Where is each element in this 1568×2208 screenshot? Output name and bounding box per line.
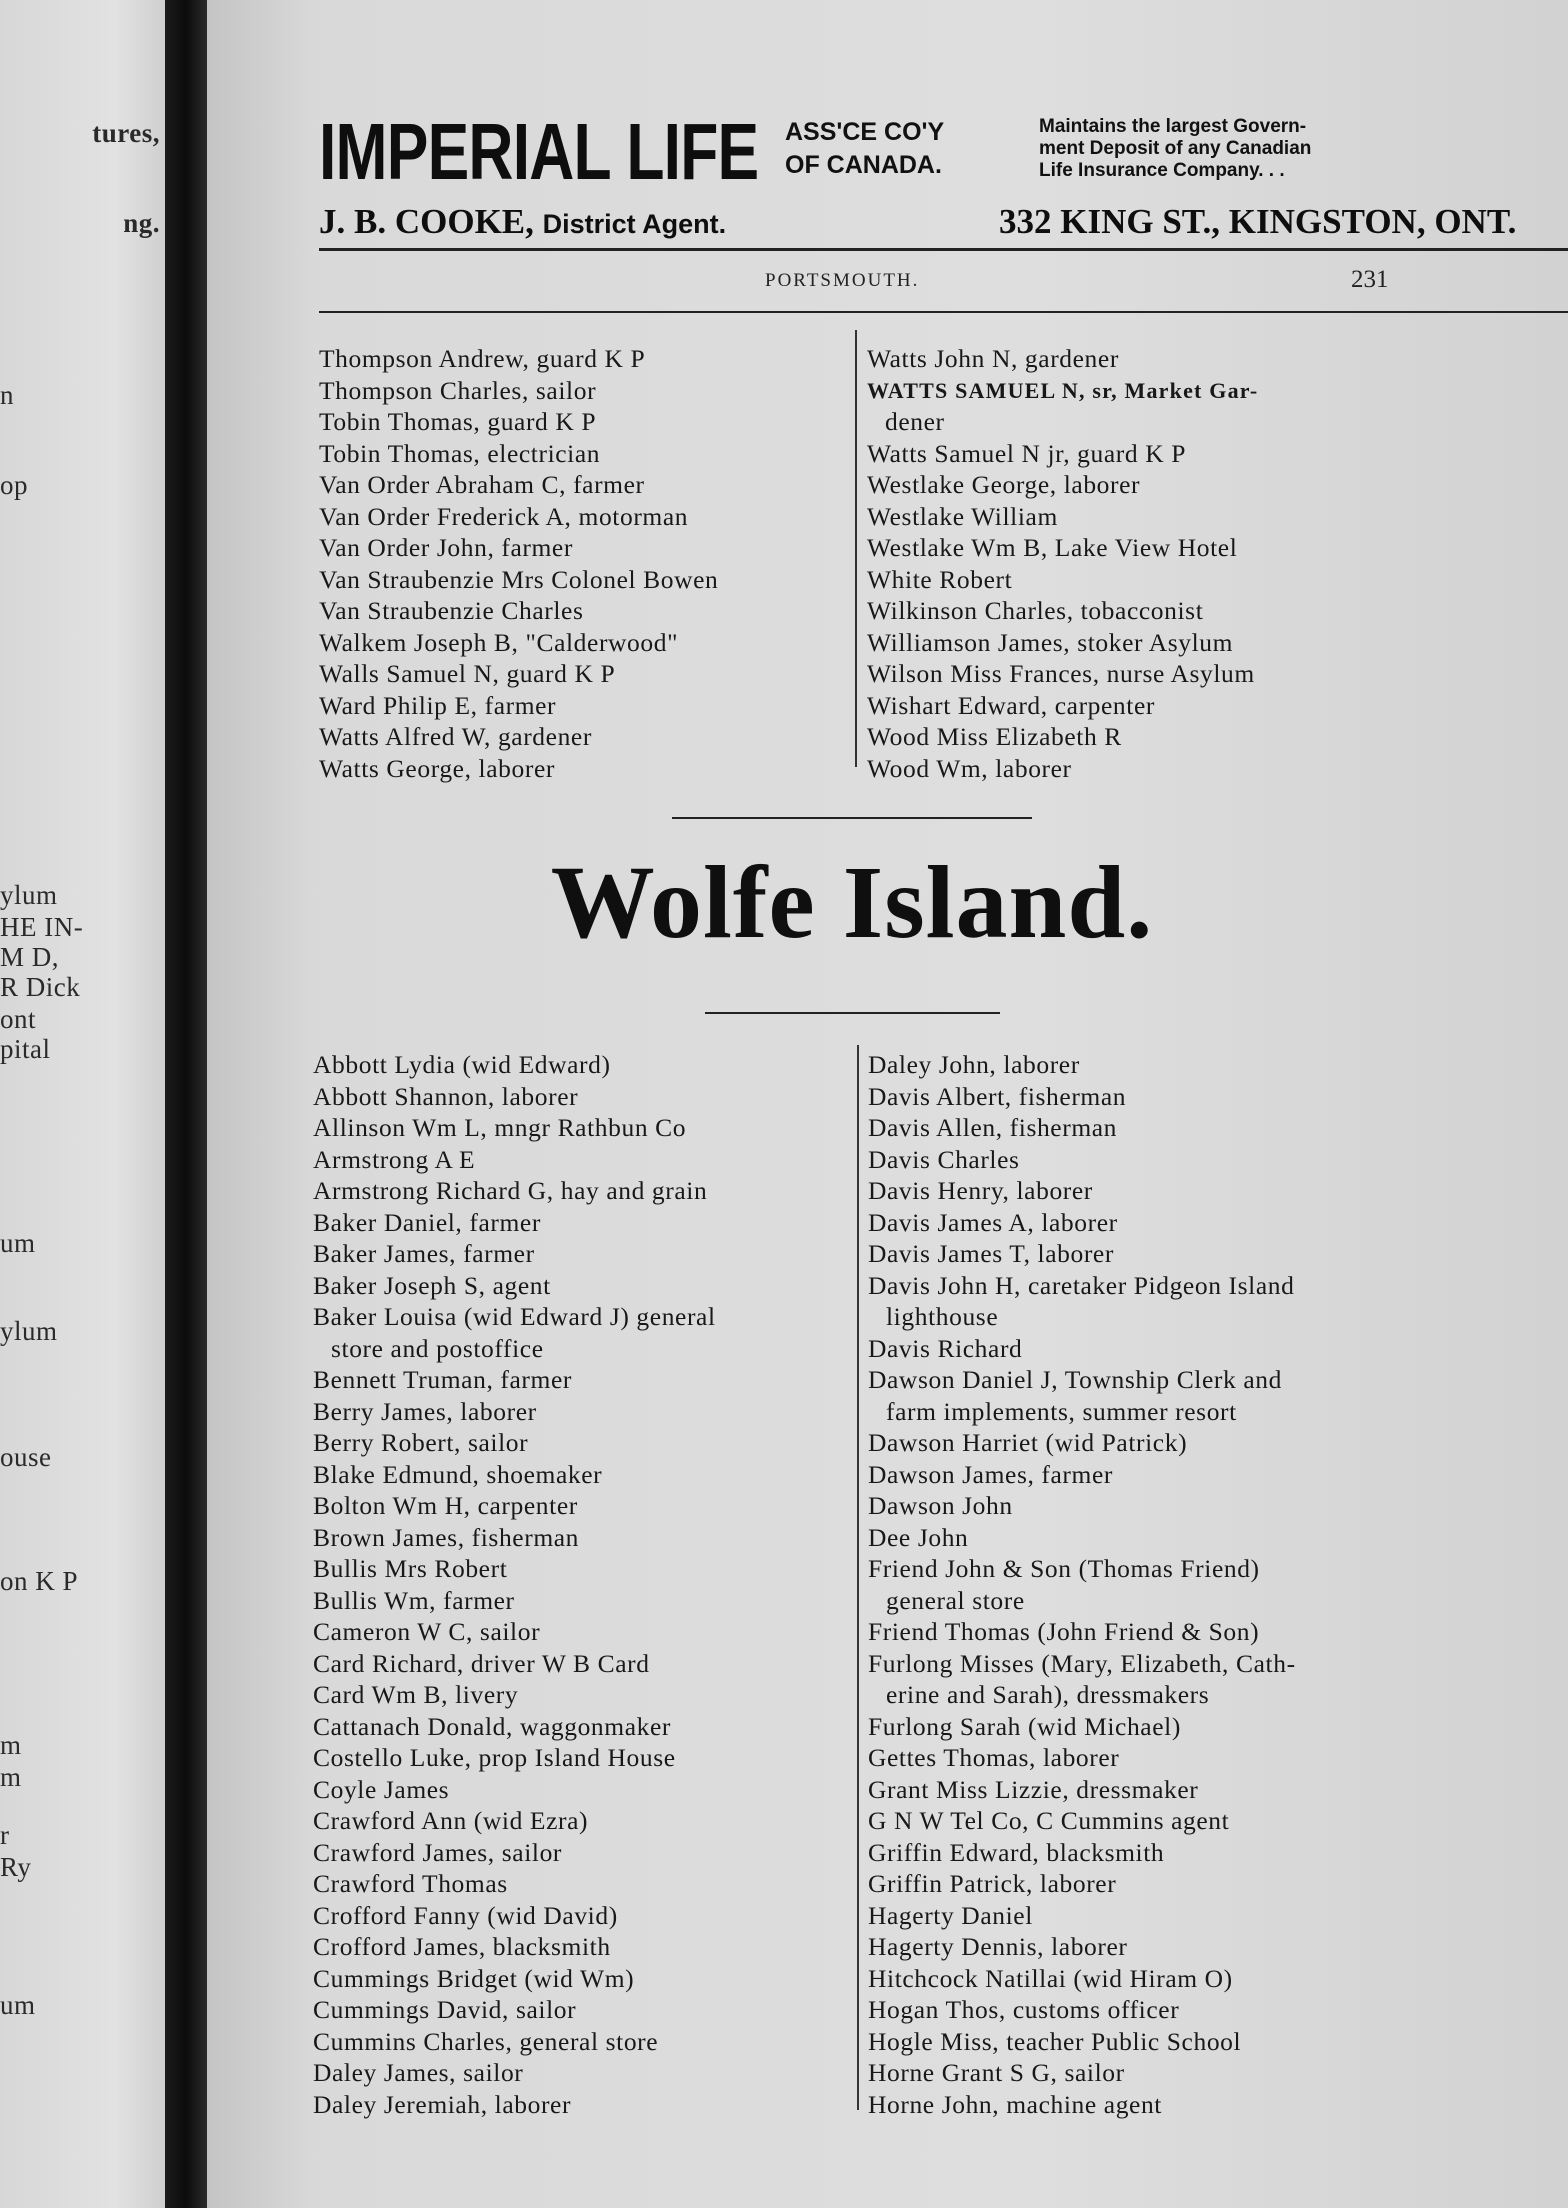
directory-entry: Furlong Sarah (wid Michael): [868, 1711, 1181, 1741]
directory-entry: farm implements, summer resort: [886, 1396, 1237, 1426]
adjacent-page-fragment: on K P: [0, 1566, 79, 1596]
directory-entry: Davis Charles: [868, 1144, 1020, 1174]
section-rule-bottom: [705, 1012, 1000, 1014]
wolfe-island-column-divider: [857, 1045, 859, 2110]
adjacent-page-fragment: m: [0, 1730, 22, 1760]
directory-entry: Horne Grant S G, sailor: [868, 2058, 1125, 2087]
adjacent-page-fragment: ylum: [0, 880, 58, 910]
directory-entry: Friend Thomas (John Friend & Son): [868, 1617, 1260, 1646]
directory-entry: Wood Wm, laborer: [867, 753, 1072, 783]
directory-entry: Hitchcock Natillai (wid Hiram O): [868, 1963, 1233, 1993]
directory-entry: White Robert: [867, 564, 1013, 594]
directory-entry: store and postoffice: [331, 1333, 544, 1363]
adjacent-page-fragment: pital: [0, 1034, 51, 1064]
adjacent-page-fragment: um: [0, 1990, 36, 2020]
header-rule: [319, 248, 1568, 251]
ad-association: [785, 116, 944, 182]
directory-entry: Bullis Mrs Robert: [313, 1554, 508, 1583]
directory-entry: Cummings Bridget (wid Wm): [313, 1963, 635, 1993]
portsmouth-column-right: [867, 343, 1258, 784]
adjacent-page-fragment: R Dick: [0, 972, 81, 1002]
directory-entry: Watts Samuel N jr, guard K P: [867, 438, 1186, 468]
directory-entry: Hagerty Daniel: [868, 1900, 1033, 1930]
directory-entry: Walls Samuel N, guard K P: [319, 659, 616, 688]
directory-entry: Tobin Thomas, guard K P: [319, 407, 597, 436]
directory-entry: Dawson John: [868, 1491, 1013, 1520]
directory-entry: Gettes Thomas, laborer: [868, 1743, 1120, 1772]
directory-entry: Hogan Thos, customs officer: [868, 1995, 1180, 2024]
directory-entry: Watts John N, gardener: [867, 344, 1119, 373]
directory-entry: Wood Miss Elizabeth R: [867, 722, 1122, 751]
adjacent-page-fragment: HE IN-: [0, 912, 84, 942]
directory-entry: Costello Luke, prop Island House: [313, 1743, 676, 1772]
running-head-rule: [319, 311, 1568, 313]
directory-entry: Crawford James, sailor: [313, 1837, 563, 1867]
directory-entry: Brown James, fisherman: [313, 1522, 580, 1552]
page-number: 231: [1351, 266, 1389, 293]
portsmouth-column-left: [319, 343, 718, 784]
directory-entry: Baker Louisa (wid Edward J) general: [313, 1302, 716, 1331]
ad-deposit-note: [1039, 116, 1399, 182]
directory-entry: Card Richard, driver W B Card: [313, 1648, 650, 1678]
ad-agent-title: District Agent.: [542, 209, 727, 239]
book-gutter: [165, 0, 207, 2208]
directory-entry: Wishart Edward, carpenter: [867, 690, 1155, 720]
directory-entry: Cattanach Donald, waggonmaker: [313, 1711, 671, 1741]
directory-entry: Armstrong Richard G, hay and grain: [313, 1176, 708, 1205]
directory-entry: Crofford Fanny (wid David): [313, 1900, 618, 1930]
directory-entry: Cameron W C, sailor: [313, 1617, 541, 1646]
directory-entry: Wilson Miss Frances, nurse Asylum: [867, 659, 1255, 688]
directory-entry: Blake Edmund, shoemaker: [313, 1459, 603, 1489]
portsmouth-column-divider: [855, 330, 857, 767]
directory-entry: Bolton Wm H, carpenter: [313, 1491, 578, 1520]
adjacent-page-fragment: ylum: [0, 1316, 58, 1346]
directory-entry: Friend John & Son (Thomas Friend): [868, 1554, 1260, 1583]
directory-entry: Griffin Patrick, laborer: [868, 1869, 1117, 1898]
directory-entry: Wilkinson Charles, tobacconist: [867, 596, 1204, 625]
directory-entry: Davis John H, caretaker Pidgeon Island: [868, 1270, 1295, 1300]
directory-entry: Bullis Wm, farmer: [313, 1585, 515, 1615]
directory-entry: Van Order John, farmer: [319, 533, 573, 562]
directory-entry: Crawford Thomas: [313, 1869, 508, 1898]
directory-entry: dener: [885, 407, 945, 436]
directory-entry: Thompson Andrew, guard K P: [319, 344, 646, 373]
ad-agent: [319, 202, 726, 244]
directory-entry: Tobin Thomas, electrician: [319, 438, 601, 468]
directory-entry: Dawson Harriet (wid Patrick): [868, 1428, 1188, 1457]
directory-entry: G N W Tel Co, C Cummins agent: [868, 1806, 1230, 1835]
directory-entry: Berry James, laborer: [313, 1396, 537, 1426]
adjacent-page-fragment: ont: [0, 1004, 37, 1034]
directory-entry: Crawford Ann (wid Ezra): [313, 1806, 589, 1835]
directory-entry: Ward Philip E, farmer: [319, 690, 557, 720]
adjacent-page-fragment: um: [0, 1228, 36, 1258]
directory-entry: Crofford James, blacksmith: [313, 1932, 611, 1961]
directory-entry: Van Order Abraham C, farmer: [319, 470, 645, 499]
directory-entry: Baker Joseph S, agent: [313, 1270, 551, 1300]
directory-entry: Davis Albert, fisherman: [868, 1081, 1127, 1111]
adjacent-page-fragment: ouse: [0, 1442, 52, 1472]
section-rule-top: [672, 817, 1032, 819]
directory-entry: Furlong Misses (Mary, Elizabeth, Cath-: [868, 1648, 1296, 1678]
section-title: Wolfe Island.: [550, 845, 1154, 960]
directory-entry: Card Wm B, livery: [313, 1680, 519, 1709]
directory-entry: Davis Allen, fisherman: [868, 1113, 1118, 1142]
directory-entry: erine and Sarah), dressmakers: [886, 1680, 1210, 1709]
wolfe-island-column-right: [868, 1049, 1296, 2120]
adjacent-page-fragment: Ry: [0, 1852, 32, 1882]
directory-entry: Van Order Frederick A, motorman: [319, 501, 689, 531]
directory-entry: Daley Jeremiah, laborer: [313, 2089, 572, 2119]
directory-entry: Dawson James, farmer: [868, 1459, 1113, 1489]
directory-entry: Davis James A, laborer: [868, 1207, 1118, 1237]
directory-entry: Watts Alfred W, gardener: [319, 722, 592, 751]
directory-entry: Baker James, farmer: [313, 1239, 535, 1268]
adjacent-page-fragment: n: [0, 380, 14, 410]
adjacent-page-fragment: tures,: [92, 118, 160, 148]
directory-entry: Dee John: [868, 1522, 969, 1552]
ad-note-line2: ment Deposit of any Canadian: [1039, 138, 1312, 159]
running-head: PORTSMOUTH.: [765, 270, 920, 291]
directory-entry: Daley James, sailor: [313, 2058, 524, 2087]
directory-entry: Coyle James: [313, 1774, 450, 1804]
directory-entry: Davis Richard: [868, 1333, 1023, 1363]
directory-page: [207, 0, 1568, 2208]
directory-entry: Walkem Joseph B, "Calderwood": [319, 627, 679, 657]
ad-address: 332 KING ST., KINGSTON, ONT.: [999, 202, 1517, 241]
directory-entry: Griffin Edward, blacksmith: [868, 1837, 1165, 1867]
directory-entry: Cummins Charles, general store: [313, 2026, 659, 2056]
directory-entry: Grant Miss Lizzie, dressmaker: [868, 1774, 1199, 1804]
adjacent-page-fragment: op: [0, 470, 28, 500]
directory-entry: Daley John, laborer: [868, 1050, 1080, 1079]
ad-note-line3: Life Insurance Company. . .: [1039, 160, 1285, 181]
directory-entry: Abbott Lydia (wid Edward): [313, 1050, 611, 1079]
directory-entry: Hagerty Dennis, laborer: [868, 1932, 1128, 1961]
directory-entry: Allinson Wm L, mngr Rathbun Co: [313, 1113, 687, 1142]
directory-entry: Davis Henry, laborer: [868, 1176, 1093, 1205]
directory-entry: Bennett Truman, farmer: [313, 1365, 572, 1394]
ad-association-line2: OF CANADA.: [785, 151, 942, 179]
ad-company-name: IMPERIAL LIFE: [319, 107, 759, 196]
directory-entry: Berry Robert, sailor: [313, 1428, 529, 1457]
directory-entry: Westlake George, laborer: [867, 470, 1141, 499]
adjacent-page-fragment: M D,: [0, 942, 60, 972]
directory-entry: Dawson Daniel J, Township Clerk and: [868, 1365, 1282, 1394]
directory-entry: Thompson Charles, sailor: [319, 375, 597, 405]
adjacent-page-strip: [0, 0, 165, 2208]
adjacent-page-fragment: r: [0, 1820, 10, 1850]
directory-entry: Van Straubenzie Charles: [319, 596, 584, 625]
directory-entry: general store: [886, 1585, 1025, 1615]
directory-entry: WATTS SAMUEL N, sr, Market Gar-: [867, 377, 1259, 403]
directory-entry: Williamson James, stoker Asylum: [867, 627, 1234, 657]
directory-entry: Westlake Wm B, Lake View Hotel: [867, 533, 1238, 562]
directory-entry: Cummings David, sailor: [313, 1995, 577, 2024]
directory-entry: Hogle Miss, teacher Public School: [868, 2026, 1242, 2056]
ad-agent-name: J. B. COOKE,: [319, 202, 534, 241]
directory-entry: Abbott Shannon, laborer: [313, 1081, 579, 1111]
directory-entry: Armstrong A E: [313, 1144, 476, 1174]
directory-entry: Van Straubenzie Mrs Colonel Bowen: [319, 564, 719, 594]
directory-entry: Westlake William: [867, 501, 1058, 531]
adjacent-page-fragment: m: [0, 1762, 22, 1792]
directory-entry: Watts George, laborer: [319, 753, 555, 783]
directory-entry: Baker Daniel, farmer: [313, 1207, 541, 1237]
ad-association-line1: ASS'CE CO'Y: [785, 118, 945, 146]
directory-entry: lighthouse: [886, 1302, 999, 1331]
directory-entry: Horne John, machine agent: [868, 2089, 1162, 2119]
wolfe-island-column-left: [313, 1049, 716, 2120]
imperial-life-advertisement: [319, 107, 1568, 242]
directory-entry: Davis James T, laborer: [868, 1239, 1114, 1268]
adjacent-page-fragment: ng.: [123, 208, 160, 238]
ad-note-line1: Maintains the largest Govern-: [1039, 116, 1307, 137]
